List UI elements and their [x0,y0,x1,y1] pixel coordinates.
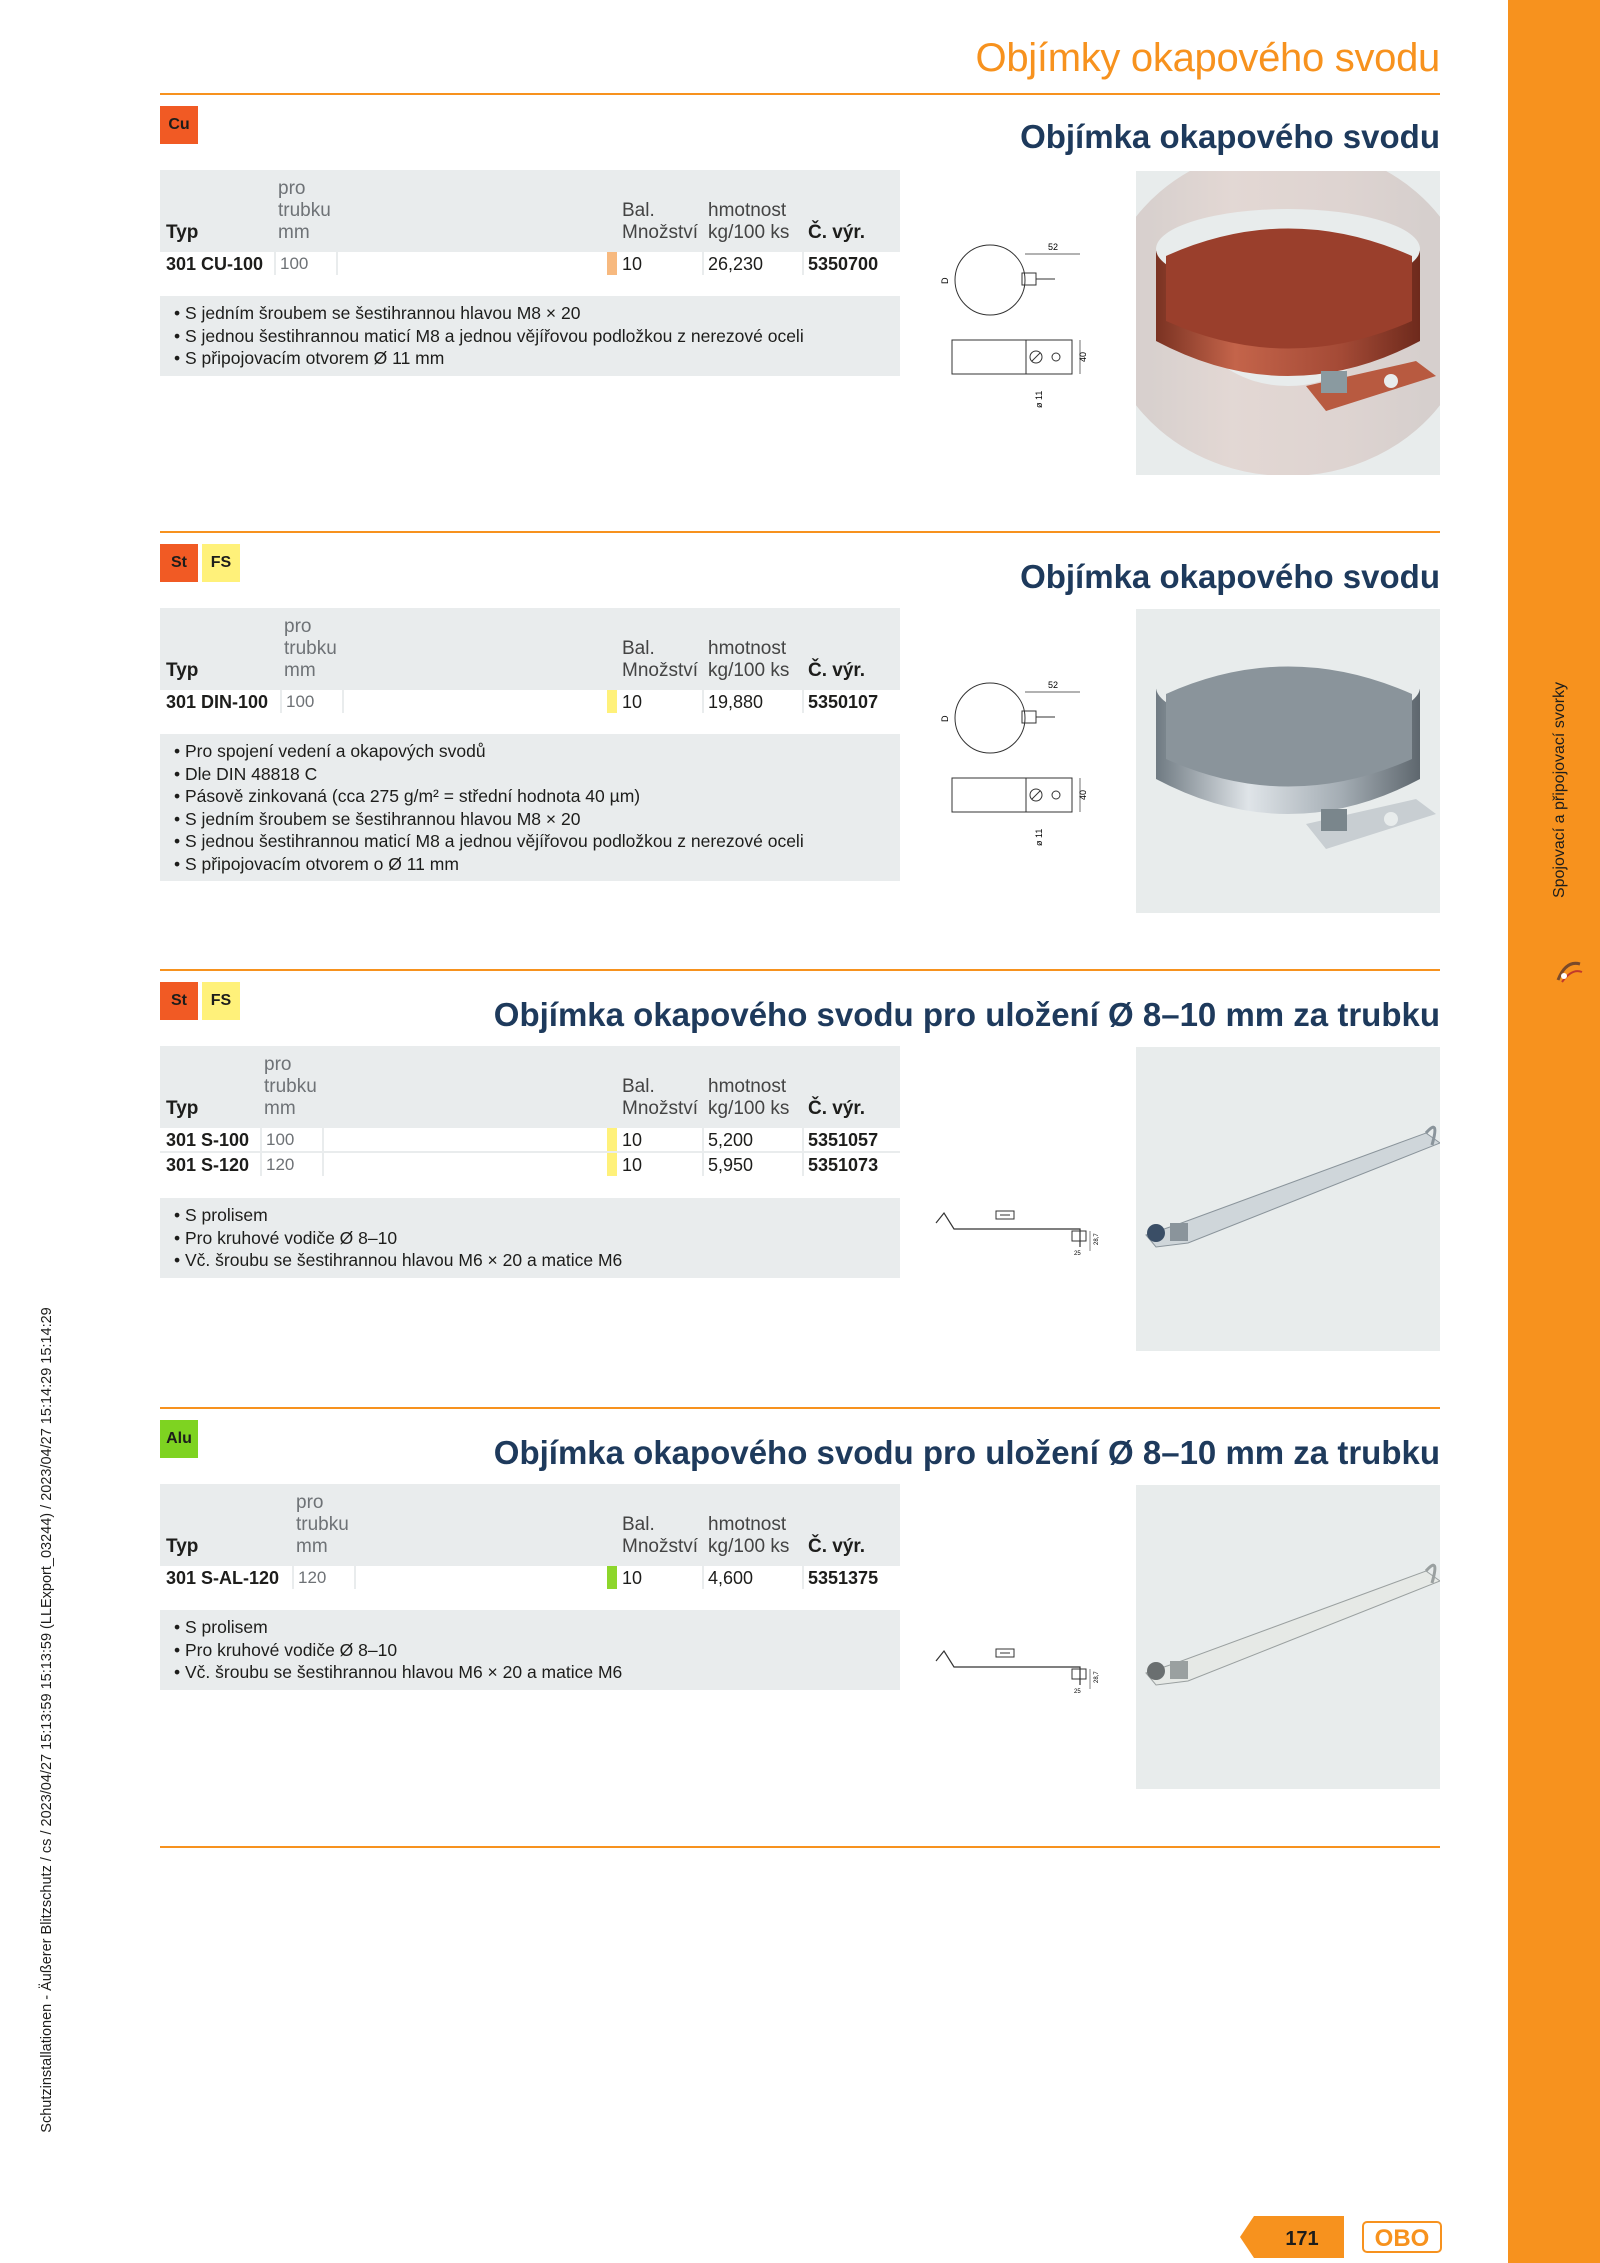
header-cislo-vyrobku: Č. výr. [808,1536,866,1557]
table-row [160,250,900,275]
dim-label: ø 11 [1034,390,1044,408]
product-table [160,170,900,275]
cell-pro: 120 [266,1155,295,1174]
product-photo [1136,171,1440,475]
material-badge: Alu [160,1420,198,1458]
cell-hmotnost: 4,600 [708,1568,754,1588]
cell-cislo-vyrobku: 5351057 [808,1130,879,1150]
product-photo [1136,609,1440,913]
table-row [160,1564,900,1589]
product-table [160,608,900,713]
material-swatch [607,1153,617,1176]
feature-item: • S prolisem [174,1204,890,1227]
cell-pro: 100 [266,1130,295,1149]
feature-item: • Pro kruhové vodiče Ø 8–10 [174,1639,890,1662]
steel-clamp-image [1136,609,1440,913]
material-badge: Cu [160,106,198,144]
header-pro-trubku: pro trubku mm [284,616,337,681]
dim-label: ø 11 [1034,828,1044,846]
header-cislo-vyrobku: Č. výr. [808,1098,866,1119]
material-badge: St [160,982,198,1020]
table-header [160,608,900,688]
cell-cislo-vyrobku: 5350700 [808,254,879,274]
dim-label: 52 [1048,242,1059,252]
header-typ: Typ [166,660,199,681]
feature-item: • Dle DIN 48818 C [174,763,890,786]
copper-clamp-image [1136,171,1440,475]
feature-item: • S jednou šestihrannou maticí M8 a jednou vějířovou podložkou z nerezové oceli [174,325,890,348]
section-title: Objímka okapového svodu pro uložení Ø 8–10 mm za trubku [493,996,1440,1033]
product-section-s [160,976,1440,1356]
header-hmotnost: hmotnost kg/100 ks [708,638,790,681]
feature-item: • Pro spojení vedení a okapových svodů [174,740,890,763]
feature-list [160,1198,900,1278]
section-title: Objímka okapového svodu [1020,558,1440,595]
technical-drawing [930,240,1130,410]
cell-pro: 120 [298,1568,327,1587]
logo-text: OBO [1374,2225,1430,2252]
product-section-alu [160,1414,1440,1794]
material-badge: FS [202,982,240,1020]
header-hmotnost: hmotnost kg/100 ks [708,200,790,243]
cell-cislo-vyrobku: 5350107 [808,692,879,712]
obo-logo [1362,2218,1442,2256]
technical-drawing [930,1594,1130,1764]
dim-label: 52 [1048,680,1059,690]
cell-pro: 100 [280,254,309,273]
cell-hmotnost: 5,950 [708,1155,754,1175]
divider [160,1846,1440,1848]
cell-cislo-vyrobku: 5351073 [808,1155,879,1175]
cell-bal: 10 [622,1130,643,1150]
dim-label: 40 [1078,789,1088,800]
cell-hmotnost: 26,230 [708,254,764,274]
feature-item: • Vč. šroubu se šestihrannou hlavou M6 × 20 a matice M6 [174,1249,890,1272]
table-header [160,1046,900,1126]
product-table [160,1484,900,1589]
cell-typ: 301 S-120 [166,1155,250,1175]
feature-item: • S jednou šestihrannou maticí M8 a jednou vějířovou podložkou z nerezové oceli [174,830,890,853]
material-swatch [607,1566,617,1589]
dim-label: D [940,277,950,284]
product-photo [1136,1485,1440,1789]
material-swatch [607,690,617,713]
dim-label: 28,7 [1094,1233,1100,1245]
header-cislo-vyrobku: Č. výr. [808,660,866,681]
header-hmotnost: hmotnost kg/100 ks [708,1076,790,1119]
page-number-tab [1240,2216,1344,2258]
alu-strap-clamp-image [1136,1485,1440,1789]
cell-bal: 10 [622,692,643,712]
table-header [160,1484,900,1564]
dim-label: 40 [1078,351,1088,362]
feature-list [160,1610,900,1690]
divider [160,969,1440,971]
header-bal: Bal. Množství [622,638,699,681]
cell-pro: 100 [286,692,315,711]
feature-item: • S připojovacím otvorem Ø 11 mm [174,347,890,370]
strap-clamp-image [1136,1047,1440,1351]
feature-item: • S prolisem [174,1616,890,1639]
material-badge: FS [202,544,240,582]
header-typ: Typ [166,222,199,243]
print-metadata: Schutzinstallationen - Äußerer Blitzschutz / cs / 2023/04/27 15:13:59 15:13:59 (LLExport_03244) / 2023/04/27 15:14:29 15:14:29 [39,1307,55,2133]
side-label: Spojovací a připojovací svorky [1551,681,1568,899]
page-number: 171 [1285,2228,1319,2250]
header-pro-trubku: pro trubku mm [278,178,331,243]
header-hmotnost: hmotnost kg/100 ks [708,1514,790,1557]
feature-item: • S jedním šroubem se šestihrannou hlavou M8 × 20 [174,808,890,831]
cell-bal: 10 [622,1155,643,1175]
header-typ: Typ [166,1098,199,1119]
header-bal: Bal. Množství [622,1076,699,1119]
cell-hmotnost: 19,880 [708,692,764,712]
feature-item: • S jedním šroubem se šestihrannou hlavou M8 × 20 [174,302,890,325]
product-section-din [160,538,1440,918]
feature-item: • Vč. šroubu se šestihrannou hlavou M6 × 20 a matice M6 [174,1661,890,1684]
product-section-cu [160,100,1440,480]
header-pro-trubku: pro trubku mm [296,1492,349,1557]
feature-list [160,734,900,881]
feature-list [160,296,900,376]
header-cislo-vyrobku: Č. výr. [808,222,866,243]
material-swatch [607,1128,617,1151]
side-bar [1508,0,1600,2263]
header-bal: Bal. Množství [622,1514,699,1557]
dim-label: 28,7 [1094,1671,1100,1683]
product-photo [1136,1047,1440,1351]
table-header [160,170,900,250]
technical-drawing [930,678,1130,848]
cell-bal: 10 [622,1568,643,1588]
technical-drawing [930,1156,1130,1326]
section-title: Objímka okapového svodu pro uložení Ø 8–10 mm za trubku [493,1434,1440,1471]
cell-typ: 301 S-100 [166,1130,250,1150]
feature-item: • Pásově zinkovaná (cca 275 g/m² = střední hodnota 40 µm) [174,785,890,808]
cell-typ: 301 S-AL-120 [166,1568,280,1588]
page-title: Objímky okapového svodu [975,36,1440,80]
cell-typ: 301 DIN-100 [166,692,269,712]
header-bal: Bal. Množství [622,200,699,243]
divider [160,1407,1440,1409]
section-title: Objímka okapového svodu [1020,118,1440,155]
dim-label: D [940,715,950,722]
feature-item: • Pro kruhové vodiče Ø 8–10 [174,1227,890,1250]
product-table [160,1046,900,1176]
dim-label: 25 [1074,1251,1081,1257]
cell-bal: 10 [622,254,643,274]
cell-hmotnost: 5,200 [708,1130,754,1150]
table-row [160,1151,900,1176]
cell-cislo-vyrobku: 5351375 [808,1568,879,1588]
dim-label: 25 [1074,1689,1081,1695]
table-row [160,688,900,713]
clamp-category-icon [1548,950,1592,994]
divider [160,531,1440,533]
divider [160,93,1440,95]
feature-item: • S připojovacím otvorem o Ø 11 mm [174,853,890,876]
table-row [160,1126,900,1151]
cell-typ: 301 CU-100 [166,254,264,274]
material-swatch [607,252,617,275]
material-badge: St [160,544,198,582]
header-pro-trubku: pro trubku mm [264,1054,317,1119]
header-typ: Typ [166,1536,199,1557]
